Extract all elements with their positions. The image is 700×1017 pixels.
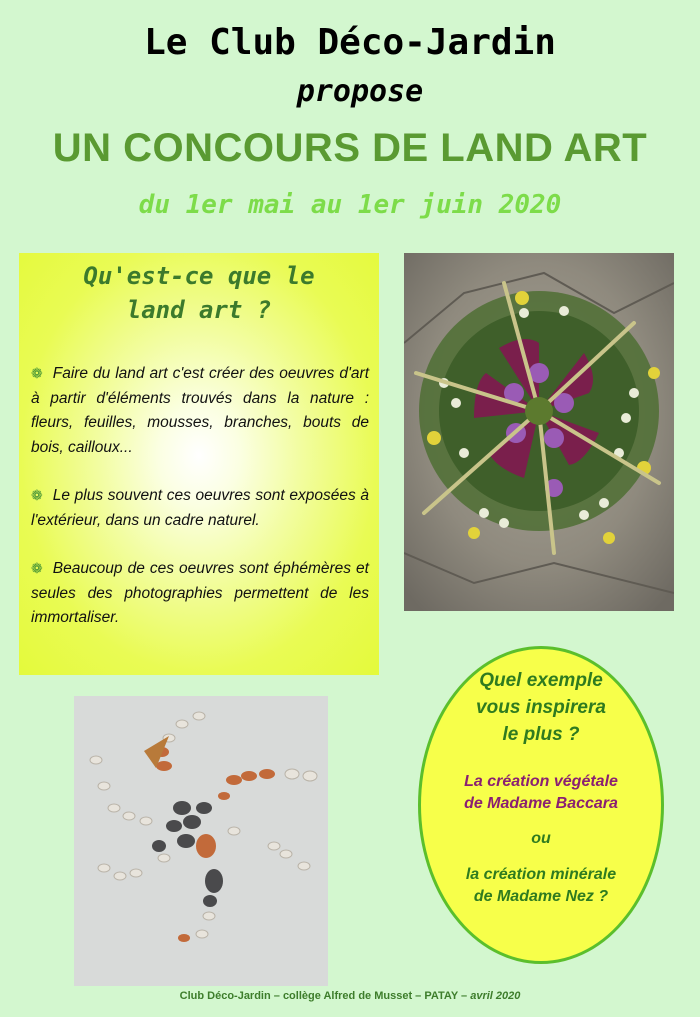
info-bullet-text: Le plus souvent ces oeuvres sont exposées à l'extérieur, dans un cadre naturel.	[31, 487, 369, 529]
option-mineral	[421, 864, 661, 908]
info-title-line1: Qu'est-ce que le	[83, 262, 315, 290]
info-bullet-list	[31, 361, 369, 654]
mineral-stones-photo	[74, 696, 328, 986]
oval-content	[421, 667, 661, 908]
info-bullet-text: Beaucoup de ces oeuvres sont éphémères et seules des photographies permettent de les immortaliser.	[31, 560, 369, 626]
oval-question-line2: vous inspirera	[476, 697, 606, 718]
poster-footer	[0, 990, 700, 1002]
info-bullet	[31, 361, 369, 460]
info-title-line2: land art ?	[126, 296, 272, 324]
poster-title: Le Club Déco-Jardin	[144, 22, 556, 63]
oval-question	[421, 667, 661, 748]
contest-headline: UN CONCOURS DE LAND ART	[52, 126, 648, 170]
footer-date: avril 2020	[470, 990, 521, 1002]
contest-dates: du 1er mai au 1er juin 2020	[138, 190, 562, 220]
land-art-info-box	[19, 253, 379, 675]
flower-bullet-icon: ❁	[31, 365, 43, 381]
option-mineral-line1: la création minérale	[465, 866, 617, 883]
poster-subtitle: propose	[296, 74, 424, 109]
info-bullet-text: Faire du land art c'est créer des oeuvres d'art à partir d'éléments trouvés dans la nature : fleurs, feuilles, mousses, branches, bouts de bois, cailloux...	[31, 365, 369, 456]
oval-question-line1: Quel exemple	[479, 670, 603, 691]
question-oval	[418, 646, 664, 964]
info-title	[19, 259, 379, 327]
option-vegetal	[421, 771, 661, 815]
mineral-stones-image	[74, 696, 328, 986]
vegetal-mandala-image	[404, 253, 674, 611]
option-vegetal-line2: de Madame Baccara	[464, 795, 618, 812]
flower-bullet-icon: ❁	[31, 560, 43, 576]
option-vegetal-line1: La création végétale	[464, 773, 618, 790]
footer-main: Club Déco-Jardin – collège Alfred de Musset – PATAY –	[179, 990, 471, 1002]
option-mineral-line2: de Madame Nez ?	[473, 888, 609, 905]
info-bullet	[31, 483, 369, 533]
option-separator: ou	[531, 830, 551, 847]
info-bullet	[31, 556, 369, 631]
oval-question-line3: le plus ?	[502, 724, 580, 745]
vegetal-mandala-photo	[404, 253, 674, 611]
flower-bullet-icon: ❁	[31, 487, 43, 503]
